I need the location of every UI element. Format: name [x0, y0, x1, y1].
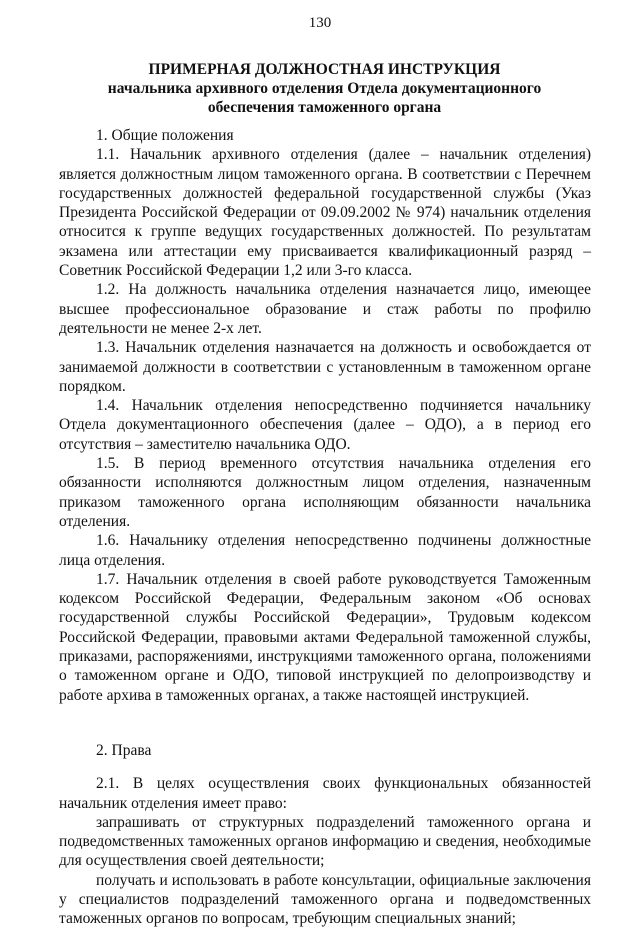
- paragraph: 1.7. Начальник отделения в своей работе руководствуется Таможенным кодексом Российской Федерации, Федеральным законом «Об основах государственной службы Российской Федерации», Трудовым кодексом Российской Федерации, правовыми актами Федеральной таможенной службы, приказами, распоряжениями, инструкциями таможенного органа, положениями о таможенном органе и ОДО, типовой инструкцией по делопроизводству и работе архива в таможенных органах, а также настоящей инструкцией.: [59, 570, 591, 704]
- paragraph: 1.3. Начальник отделения назначается на должность и освобождается от занимаемой должности в соответствии с установленным в таможенном органе порядком.: [59, 339, 591, 395]
- title-line-1: ПРИМЕРНАЯ ДОЛЖНОСТНАЯ ИНСТРУКЦИЯ: [148, 61, 501, 78]
- document-body: [59, 126, 591, 929]
- document-title: [59, 60, 590, 117]
- page-number: 130: [308, 15, 332, 31]
- section-heading: 2. Права: [96, 741, 152, 759]
- paragraph: 2.1. В целях осуществления своих функциональных обязанностей начальник отделения имеет право:: [59, 775, 591, 812]
- paragraph: 1.6. Начальнику отделения непосредственно подчинены должностные лица отделения.: [59, 532, 591, 569]
- paragraph: 1.4. Начальник отделения непосредственно подчиняется начальнику Отдела документационного обеспечения (далее – ОДО), а в период его отсутствия – заместителю начальника ОДО.: [59, 397, 591, 453]
- paragraph: получать и использовать в работе консультации, официальные заключения у специалистов подразделений таможенного органа и подведомственных таможенных органов по вопросам, требующим специальных знаний;: [59, 871, 591, 928]
- section-heading: 1. Общие положения: [96, 127, 234, 144]
- paragraph: 1.1. Начальник архивного отделения (далее – начальник отделения) является должностным лицом таможенного органа. В соответствии с Перечнем государственных должностей федеральной государственной службы (Указ Президента Российской Федерации от 09.09.2002 № 974) начальник отделения относится к группе ведущих государственных должностей. По результатам экзамена или аттестации ему присваивается квалификационный разряд – Советник Российской Федерации 1,2 или 3-го класса.: [59, 146, 591, 280]
- paragraph: запрашивать от структурных подразделений таможенного органа и подведомственных таможенных органов информацию и сведения, необходимые для осуществления своей деятельности;: [59, 813, 591, 870]
- title-line-2: начальника архивного отделения Отдела документационного: [107, 80, 542, 97]
- title-line-3: обеспечения таможенного органа: [207, 99, 442, 116]
- paragraph: 1.2. На должность начальника отделения назначается лицо, имеющее высшее профессиональное образование и стаж работы по профилю деятельности не менее 2-х лет.: [59, 281, 591, 337]
- paragraph: 1.5. В период временного отсутствия начальника отделения его обязанности исполняются должностным лицом отделения, назначенным приказом таможенного органа исполняющим обязанности начальника отделения.: [59, 455, 591, 530]
